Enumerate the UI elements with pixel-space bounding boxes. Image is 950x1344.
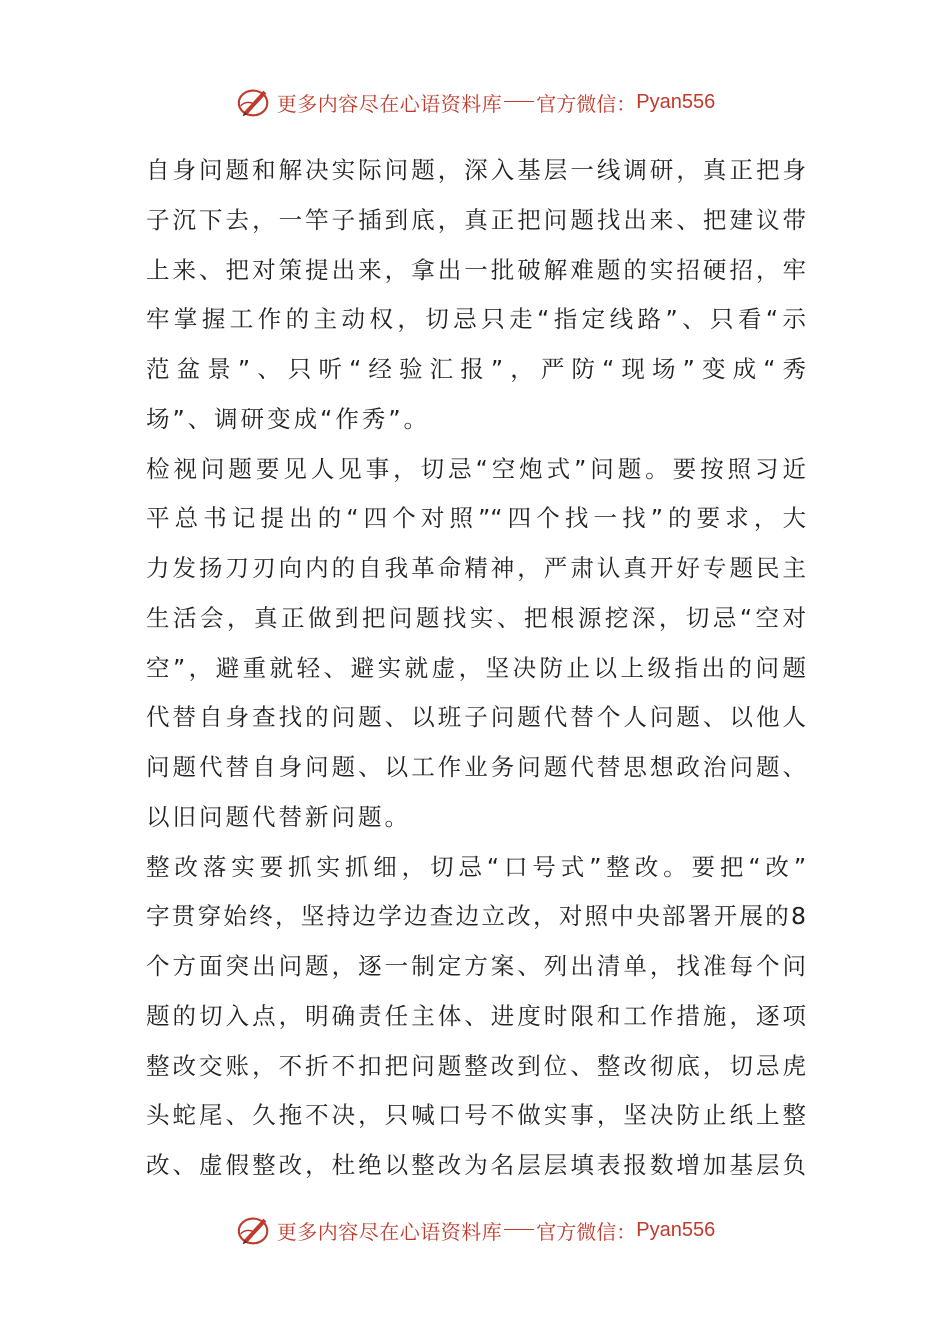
- text-line: 范盆景”、只听“经验汇报”，严防“现场”变成“秀: [146, 355, 806, 383]
- text-line: 检视问题要见人见事，切忌“空炮式”问题。要按照习近: [146, 454, 806, 483]
- text-line: 改、虚假整改，杜绝以整改为名层层填表报数增加基层负: [146, 1151, 806, 1179]
- text-line: 生活会，真正做到把问题找实、把根源挖深，切忌“空对: [146, 603, 806, 632]
- text-line: 力发扬刀刃向内的自我革命精神，严肃认真开好专题民主: [146, 554, 806, 582]
- text-line: 场”、调研变成“作秀”。: [146, 404, 431, 433]
- text-line: 平总书记提出的“四个对照”“四个找一找”的要求，大: [146, 504, 806, 533]
- text-line: 字贯穿始终，坚持边学边查边立改，对照中央部署开展的8: [146, 902, 806, 931]
- footer-wechat-id: Pyan556: [636, 1218, 716, 1241]
- text-line: 上来、把对策提出来，拿出一批破解难题的实招硬招，牢: [146, 255, 806, 284]
- text-line: 子沉下去，一竿子插到底，真正把问题找出来、把建议带: [146, 205, 806, 234]
- text-line: 头蛇尾、久拖不决，只喊口号不做实事，坚决防止纸上整: [146, 1101, 806, 1130]
- header-dash: [504, 101, 534, 102]
- pen-circle-logo-icon: [235, 1211, 273, 1249]
- text-line: 代替自身查找的问题、以班子问题代替个人问题、以他人: [146, 703, 806, 732]
- footer-dash: [504, 1229, 534, 1230]
- text-line: 整改落实要抓实抓细，切忌“口号式”整改。要把“改”: [146, 852, 806, 881]
- pen-circle-logo-icon: [235, 83, 273, 121]
- text-line: 空”，避重就轻、避实就虚，坚决防止以上级指出的问题: [146, 653, 806, 682]
- text-line: 牢掌握工作的主动权，切忌只走“指定线路”、只看“示: [146, 305, 806, 334]
- text-line: 以旧问题代替新问题。: [146, 802, 411, 831]
- header-banner: [0, 82, 950, 122]
- text-line: 自身问题和解决实际问题，深入基层一线调研，真正把身: [146, 156, 806, 184]
- footer-banner: [0, 1210, 950, 1250]
- header-wechat-label: 官方微信：: [536, 91, 637, 116]
- header-site-name: 更多内容尽在心语资料库: [276, 91, 503, 116]
- footer-wechat-label: 官方微信：: [536, 1219, 637, 1244]
- document-body: [146, 146, 806, 1191]
- header-wechat-id: Pyan556: [636, 90, 716, 113]
- text-line: 题的切入点，明确责任主体、进度时限和工作措施，逐项: [146, 1001, 806, 1030]
- footer-site-name: 更多内容尽在心语资料库: [276, 1219, 503, 1244]
- text-line: 问题代替自身问题、以工作业务问题代替思想政治问题、: [146, 753, 806, 781]
- text-line: 个方面突出问题，逐一制定方案、列出清单，找准每个问: [146, 952, 806, 980]
- text-line: 整改交账，不折不扣把问题整改到位、整改彻底，切忌虎: [146, 1051, 806, 1080]
